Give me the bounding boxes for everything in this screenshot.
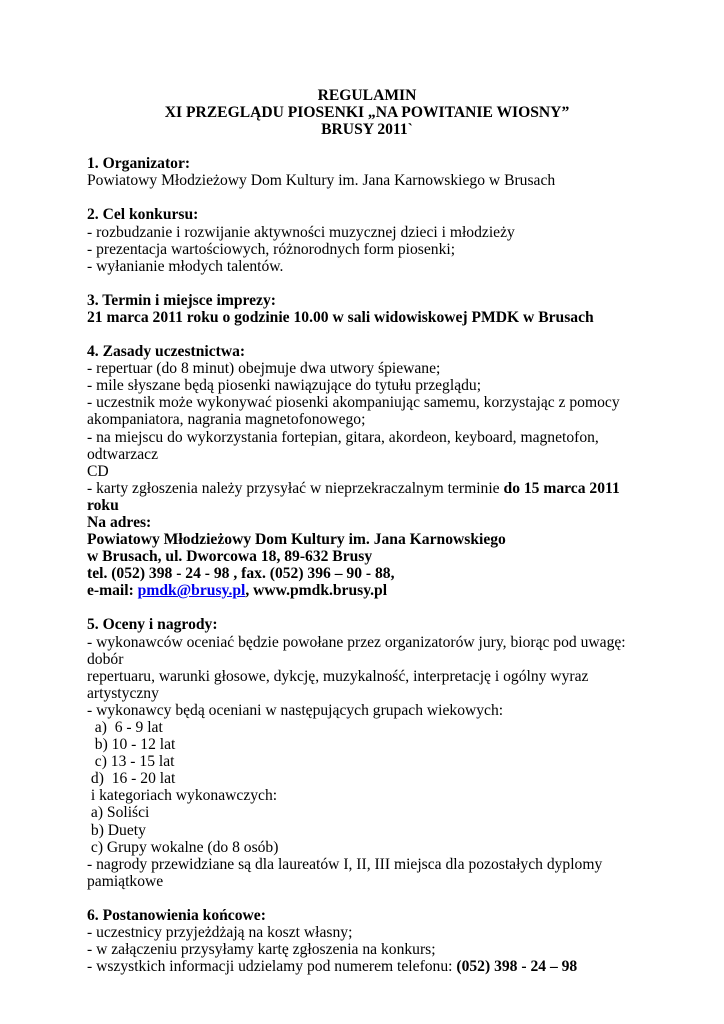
contact-line: [87, 958, 647, 975]
list-item: - rozbudzanie i rozwijanie aktywności muzycznej dzieci i młodzieży: [87, 223, 515, 241]
list-item: - w załączeniu przysyłamy kartę zgłoszenia na konkurs;: [87, 941, 436, 959]
list-item: - prezentacja wartościowych, różnorodnych form piosenki;: [87, 240, 456, 258]
section-title: 5. Oceny i nagrody:: [87, 616, 218, 634]
spacer: [87, 890, 647, 907]
header-place-year: BRUSY 2011`: [321, 121, 413, 139]
categories-label: i kategoriach wykonawczych:: [87, 787, 278, 805]
section-title: 6. Postanowienia końcowe:: [87, 906, 266, 924]
section-final-provisions: [87, 907, 647, 975]
category-item: c) Grupy wokalne (do 8 osób): [87, 838, 279, 856]
document-page: [87, 87, 647, 975]
event-date-place: 21 marca 2011 roku o godzinie 10.00 w sali widowiskowej PMDK w Brusach: [87, 308, 594, 326]
section-rules: [87, 343, 647, 599]
list-item: - uczestnicy przyjeżdżają na koszt własny;: [87, 924, 353, 942]
list-item: repertuaru, warunki głosowe, dykcję, muzykalność, interpretację i ogólny wyraz artystyczny: [87, 667, 593, 702]
list-item: - uczestnik może wykonywać piosenki akompaniując samemu, korzystając z pomocy: [87, 394, 620, 412]
section-goals: [87, 206, 647, 274]
list-item: - na miejscu do wykorzystania fortepian, gitara, akordeon, keyboard, magnetofon, odtwarzacz: [87, 428, 603, 463]
email-link[interactable]: pmdk@brusy.pl: [137, 582, 246, 600]
list-item: - wykonawcy będą oceniani w następujących grupach wiekowych:: [87, 701, 504, 719]
list-item: - repertuar (do 8 minut) obejmuje dwa utwory śpiewane;: [87, 360, 441, 378]
category-item: b) Duety: [87, 821, 146, 839]
age-group-item: c) 13 - 15 lat: [87, 753, 175, 771]
section-title: 4. Zasady uczestnictwa:: [87, 343, 246, 361]
deadline-prefix: - karty zgłoszenia należy przysyłać w nieprzekraczalnym terminie: [87, 479, 504, 497]
document-header: [87, 87, 647, 138]
contact-prefix: - wszystkich informacji udzielamy pod numerem telefonu:: [87, 958, 457, 976]
age-group-item: a) 6 - 9 lat: [87, 719, 163, 736]
age-group-item: d) 16 - 20 lat: [87, 770, 176, 788]
deadline-date: do 15 marca 2011 roku: [87, 479, 624, 514]
header-regulamin: REGULAMIN: [317, 87, 417, 104]
spacer: [87, 599, 647, 616]
list-item: - mile słyszane będą piosenki nawiązujące do tytułu przeglądu;: [87, 377, 482, 395]
list-item: pamiątkowe: [87, 872, 164, 890]
section-title: 1. Organizator:: [87, 155, 191, 173]
organizer-name: Powiatowy Młodzieżowy Dom Kultury im. Jana Karnowskiego w Brusach: [87, 172, 556, 190]
list-item: - wyłanianie młodych talentów.: [87, 257, 284, 275]
deadline-line: [87, 480, 647, 514]
list-item: - wykonawców oceniać będzie powołane przez organizatorów jury, biorąc pod uwagę: dobór: [87, 633, 630, 668]
contact-phone: (052) 398 - 24 – 98: [456, 958, 578, 976]
category-item: a) Soliści: [87, 804, 150, 822]
section-title: 3. Termin i miejsce imprezy:: [87, 291, 276, 309]
email-label: e-mail:: [87, 582, 138, 600]
header-event-name: XI PRZEGLĄDU PIOSENKI „NA POWITANIE WIOSNY”: [164, 104, 570, 122]
section-organizer: [87, 155, 647, 189]
address-label: Na adres:: [87, 513, 152, 531]
address-line: w Brusach, ul. Dworcowa 18, 89-632 Brusy: [87, 548, 373, 566]
spacer: [87, 275, 647, 292]
email-line: [87, 582, 647, 599]
spacer: [87, 189, 647, 206]
list-item: CD: [87, 462, 109, 480]
website-text: , www.pmdk.brusy.pl: [245, 582, 388, 600]
section-date-place: [87, 292, 647, 326]
address-line: Powiatowy Młodzieżowy Dom Kultury im. Jana Karnowskiego: [87, 531, 506, 549]
section-evaluation: [87, 616, 647, 890]
list-item: akompaniatora, nagrania magnetofonowego;: [87, 411, 366, 429]
age-group-item: b) 10 - 12 lat: [87, 736, 176, 754]
spacer: [87, 326, 647, 343]
phone-fax-line: tel. (052) 398 - 24 - 98 , fax. (052) 396 – 90 - 88,: [87, 565, 395, 583]
section-title: 2. Cel konkursu:: [87, 206, 199, 224]
spacer: [87, 138, 647, 155]
list-item: - nagrody przewidziane są dla laureatów I, II, III miejsca dla pozostałych dyplomy: [87, 855, 603, 873]
